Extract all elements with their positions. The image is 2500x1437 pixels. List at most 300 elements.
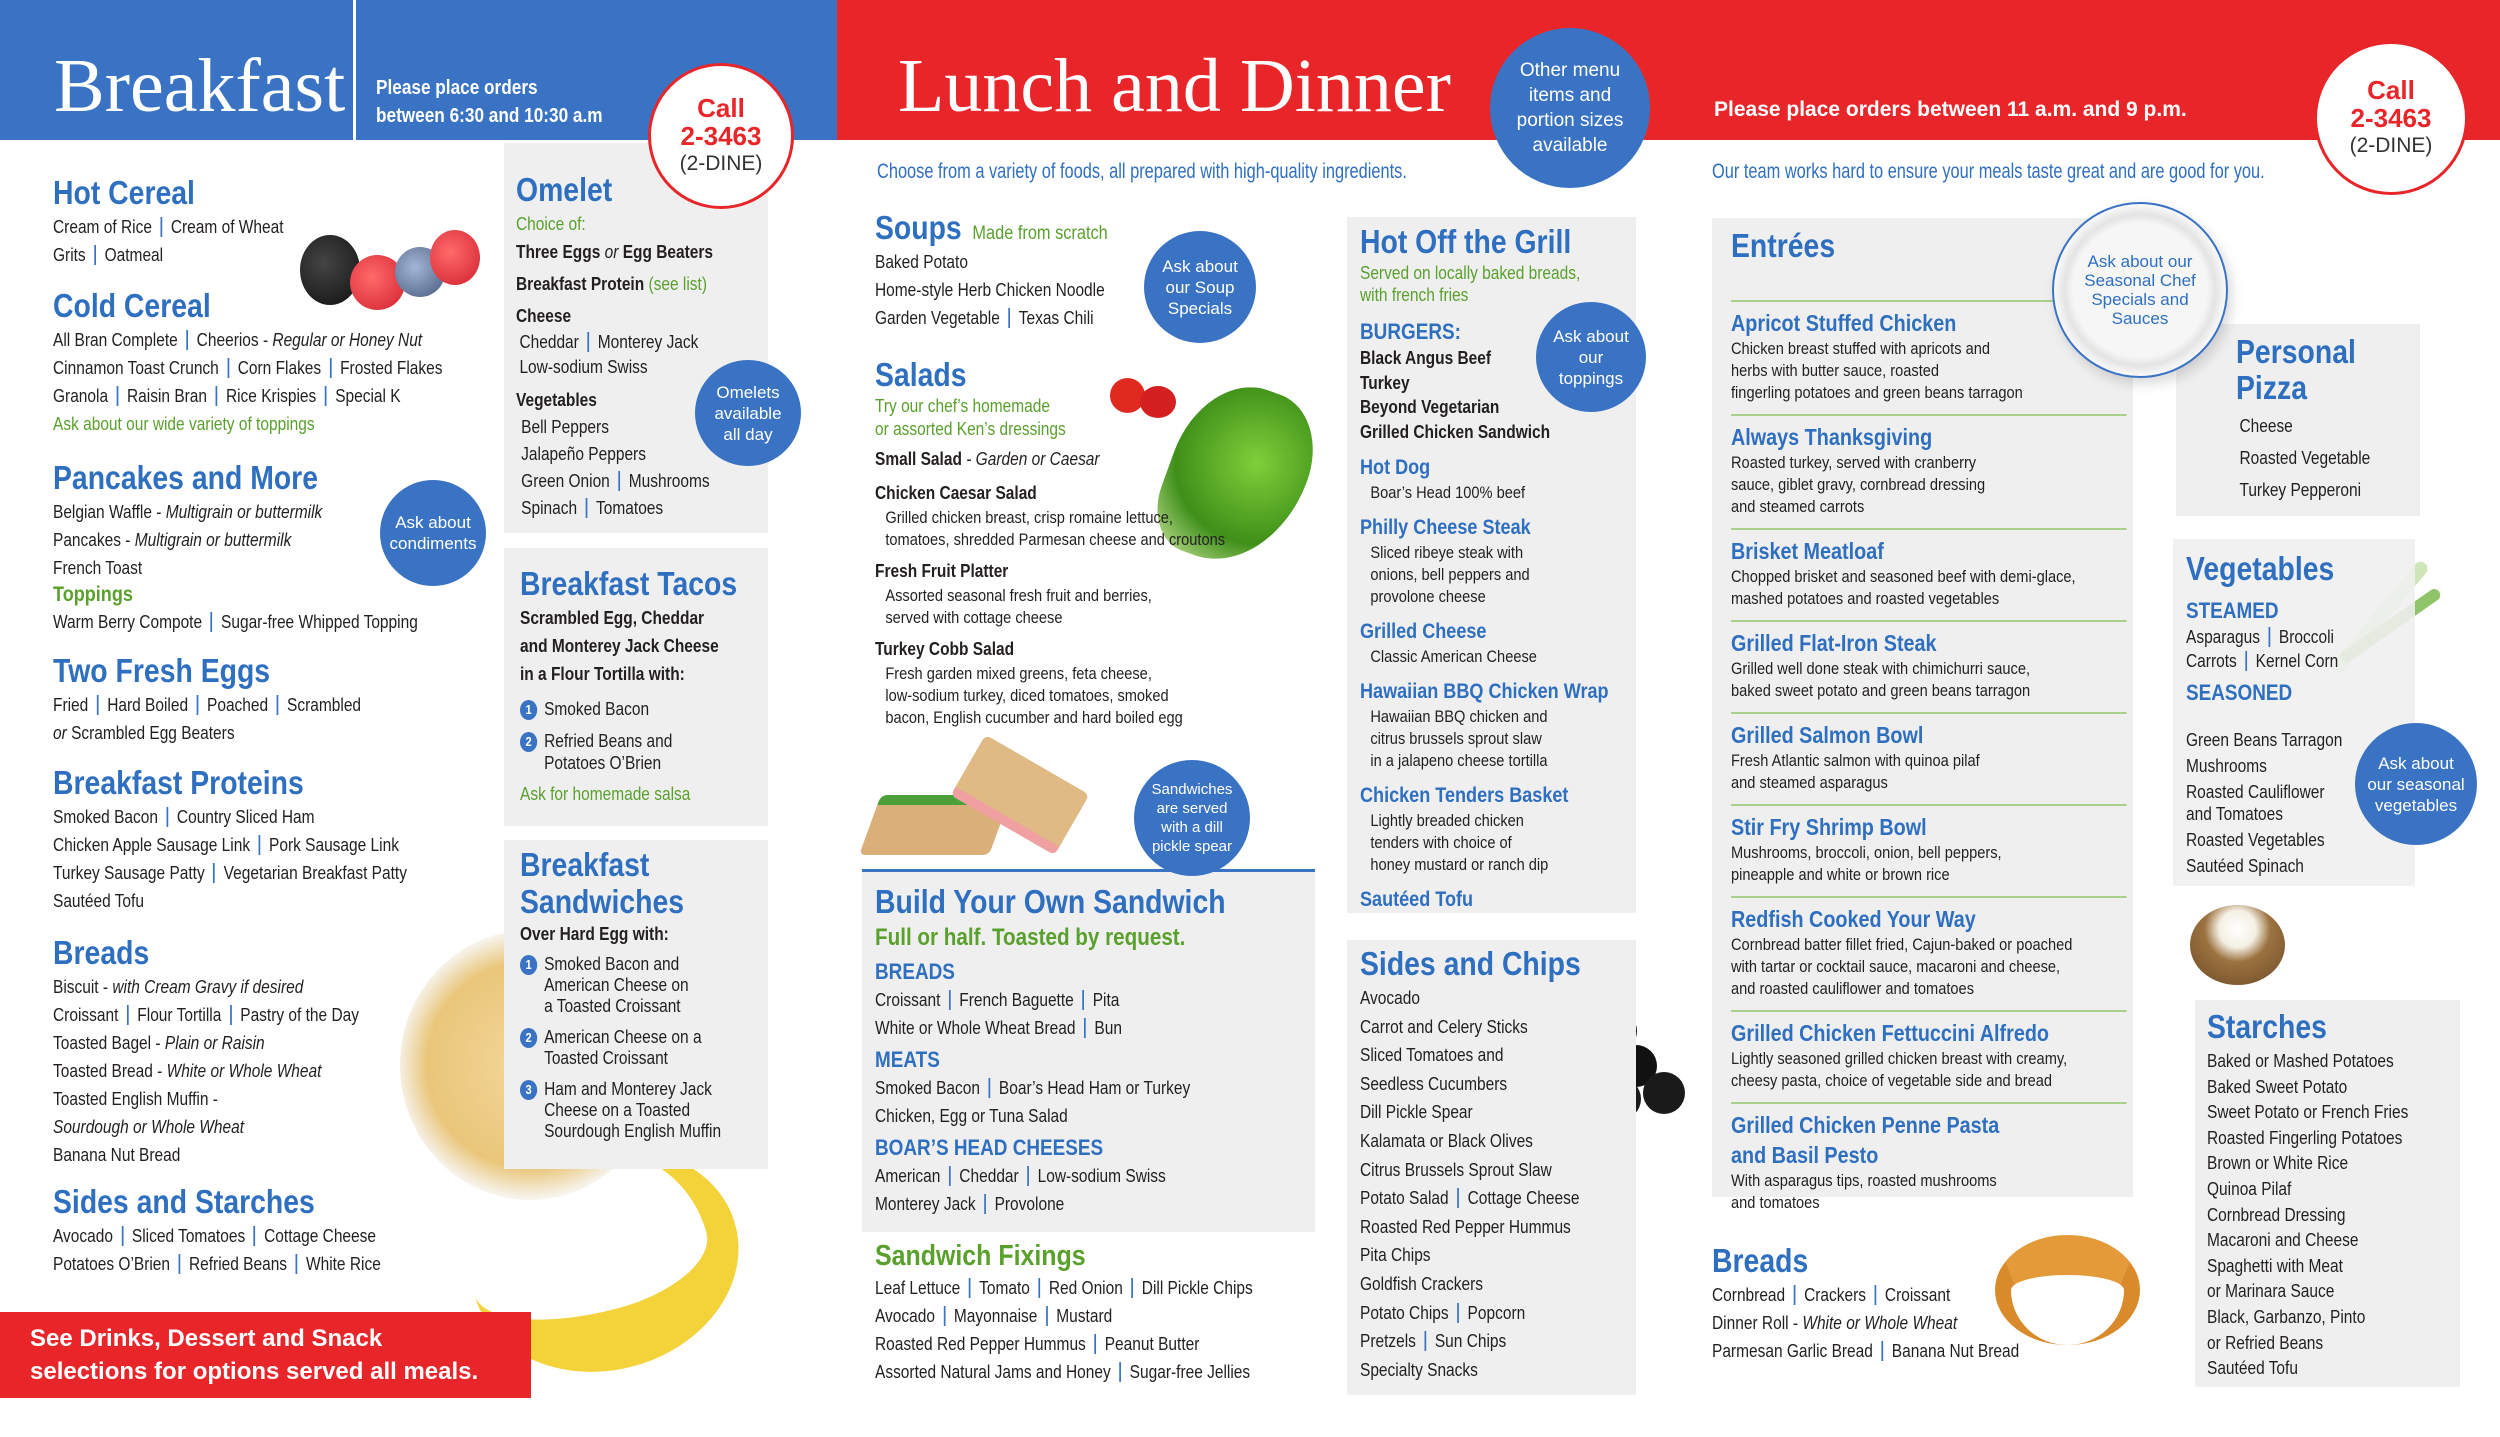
list-item: Sautéed Tofu	[2207, 1358, 2298, 1379]
menu-item: Croissant	[53, 1005, 119, 1025]
choice-label: Choice of:	[516, 214, 586, 234]
menu-row	[53, 1057, 535, 1085]
separator	[211, 612, 213, 632]
sandwich-option: 3 Ham and Monterey Jack Cheese on a Toasted Sourdough English Muffin	[520, 1079, 769, 1142]
item-list	[875, 986, 1322, 1042]
salad-item	[875, 557, 1253, 629]
section-starches	[2207, 1007, 2465, 1382]
footer-line: selections for options served all meals.	[30, 1358, 479, 1385]
menu-item: Kernel Corn	[2255, 651, 2339, 671]
grill-item	[1360, 678, 1644, 772]
item-note: with Cream Gravy if desired	[112, 977, 304, 997]
grill-item	[1360, 514, 1644, 608]
item-list	[53, 608, 535, 636]
separator	[1131, 1278, 1133, 1298]
header-divider	[353, 0, 356, 140]
separator	[330, 358, 332, 378]
section-sides-chips	[1360, 944, 1644, 1384]
section-heading: Salads	[875, 356, 967, 393]
section-entrees	[1731, 226, 2127, 1224]
menu-item: Fried	[53, 695, 89, 715]
separator	[1094, 1334, 1096, 1354]
item-description: tenders with choice of	[1370, 833, 1512, 852]
item-description: Lightly breaded chicken	[1370, 811, 1524, 830]
section-heading: Omelet	[516, 171, 613, 208]
separator	[259, 835, 261, 855]
order-note-line: between 6:30 and 10:30 a.m	[376, 105, 603, 127]
separator	[94, 245, 96, 265]
list-item: Sweet Potato or French Fries	[2207, 1102, 2409, 1123]
menu-row	[1712, 1281, 2073, 1309]
list-item: Black, Garbanzo, Pinto or Refried Beans	[2207, 1306, 2366, 1353]
item-description: provolone cheese	[1370, 587, 1486, 606]
menu-item: Country Sliced Ham	[176, 807, 315, 827]
menu-row	[521, 468, 765, 495]
menu-item	[53, 977, 303, 997]
separator	[969, 1278, 971, 1298]
tacos-description: Scrambled Egg, Cheddar and Monterey Jack Cheese in a Flour Tortilla with:	[520, 608, 719, 684]
entree-name: Always Thanksgiving	[1731, 424, 1933, 450]
menu-item: Banana Nut Bread	[1891, 1341, 2020, 1361]
entree-item	[1731, 712, 2127, 804]
item-list	[53, 326, 535, 410]
list-item: Spaghetti with Meat or Marinara Sauce	[2207, 1255, 2343, 1302]
menu-item: Home-style Herb Chicken Noodle	[875, 280, 1105, 300]
menu-row	[2186, 625, 2427, 649]
call-number[interactable]: 2-3463	[2350, 103, 2432, 133]
menu-item: Turkey Sausage Patty	[53, 863, 205, 883]
section-hot-cereal	[53, 173, 535, 269]
grill-item-name: Sautéed Tofu	[1360, 888, 1474, 911]
section-heading: Breads	[1712, 1242, 1809, 1279]
menu-row	[53, 241, 535, 269]
menu-item	[53, 1061, 321, 1081]
call-mnemonic: (2-DINE)	[2349, 134, 2433, 157]
menu-item	[1712, 1313, 1957, 1333]
breakfast-title: Breakfast	[54, 44, 346, 128]
item-description: citrus brussels sprout slaw	[1370, 729, 1542, 748]
section-lunch-breads	[1712, 1241, 2073, 1365]
section-heading: Sandwich Fixings	[875, 1240, 1086, 1272]
list-item: Brown or White Rice	[2207, 1153, 2349, 1174]
section-sandwich-fixings	[875, 1238, 1322, 1386]
item-list	[2186, 625, 2427, 673]
menu-row	[1360, 1327, 1644, 1356]
menu-row	[875, 986, 1322, 1014]
item-text: Pancakes -	[53, 530, 135, 550]
menu-item: Oatmeal	[104, 245, 164, 265]
entree-name: Stir Fry Shrimp Bowl	[1731, 814, 1927, 840]
item-text: Belgian Waffle -	[53, 502, 166, 522]
menu-item: Croissant	[875, 990, 941, 1010]
grill-item-name: Grilled Cheese	[1360, 620, 1487, 643]
separator	[230, 1005, 232, 1025]
menu-item: Asparagus	[2186, 627, 2261, 647]
menu-row	[53, 973, 535, 1001]
item-note: Regular or Honey Nut	[272, 330, 423, 350]
menu-item: Cheddar	[519, 332, 579, 352]
seasonal-vegetables-bubble: Ask about our seasonal vegetables	[2355, 723, 2477, 845]
breads-heading: BREADS	[875, 959, 955, 984]
meats-heading: MEATS	[875, 1047, 940, 1072]
soups-subtitle: Made from scratch	[972, 223, 1108, 244]
item-description: honey mustard or ranch dip	[1370, 855, 1549, 874]
item-description: With asparagus tips, roasted mushrooms	[1731, 1171, 1997, 1190]
call-label: Call	[2367, 75, 2415, 105]
separator	[127, 1005, 129, 1025]
section-breads	[53, 933, 535, 1169]
burgers-heading: BURGERS:	[1360, 319, 1461, 344]
menu-row	[53, 859, 535, 887]
item-text: Dinner Roll -	[1712, 1313, 1803, 1333]
separator	[1457, 1188, 1459, 1208]
separator	[1881, 1341, 1883, 1361]
menu-item: Roasted Red Pepper Hummus	[875, 1334, 1086, 1354]
menu-item: Tomatoes	[596, 498, 664, 518]
lunch-tagline-right: Our team works hard to ensure your meals taste great and are good for you.	[1712, 160, 2265, 183]
menu-item: Potato Salad	[1360, 1188, 1449, 1209]
item-note: White or Whole Wheat	[166, 1061, 322, 1081]
separator	[296, 1254, 298, 1274]
item-description: Chopped brisket and seasoned beef with demi-glace,	[1731, 567, 2076, 586]
menu-item: Boar’s Head Ham or Turkey	[998, 1078, 1191, 1098]
menu-row	[1360, 1241, 1644, 1270]
entree-item	[1731, 804, 2127, 896]
item-description: Boar’s Head 100% beef	[1370, 483, 1526, 502]
egg-option: Egg Beaters	[622, 242, 714, 262]
separator	[117, 386, 119, 406]
item-description: low-sodium turkey, diced tomatoes, smoked	[885, 686, 1169, 705]
list-item: Quinoa Pilaf	[2207, 1178, 2292, 1199]
grill-list	[1360, 454, 1644, 914]
menu-item: Garden Vegetable	[875, 308, 1000, 328]
menu-item: Poached	[207, 695, 269, 715]
menu-item: French Toast	[53, 558, 143, 578]
separator	[186, 330, 188, 350]
section-cold-cereal	[53, 286, 535, 438]
lunch-order-note: Please place orders between 11 a.m. and 9 p.m.	[1714, 98, 2187, 121]
menu-row	[53, 382, 535, 410]
list-item: Macaroni and Cheese	[2207, 1230, 2359, 1251]
section-heading: Breads	[53, 934, 150, 971]
menu-item: Popcorn	[1467, 1302, 1526, 1323]
menu-item: Monterey Jack	[875, 1194, 976, 1214]
section-heading: Build Your Own Sandwich	[875, 883, 1226, 920]
separator	[197, 695, 199, 715]
sandwich-intro: Over Hard Egg with:	[520, 924, 669, 944]
menu-item: Chicken Apple Sausage Link	[53, 835, 251, 855]
separator	[1039, 1278, 1041, 1298]
item-description: Grilled well done steak with chimichurri sauce,	[1731, 659, 2031, 678]
separator	[1084, 1018, 1086, 1038]
breakfast-call-badge	[648, 63, 794, 209]
separator	[213, 863, 215, 883]
item-description: and roasted cauliflower and tomatoes	[1731, 979, 1975, 998]
grill-item-name: Chicken Tenders Basket	[1360, 784, 1569, 807]
burger-item: Beyond Vegetarian	[1360, 397, 1500, 417]
vegetable-item: Mushrooms	[2186, 756, 2267, 776]
cheeses-heading: BOAR’S HEAD CHEESES	[875, 1135, 1104, 1160]
call-label: Call	[697, 93, 745, 123]
entree-item	[1731, 620, 2127, 712]
separator	[949, 1166, 951, 1186]
entree-item	[1731, 896, 2127, 1010]
grill-item	[1360, 782, 1644, 876]
menu-item: Croissant	[1884, 1285, 1951, 1305]
menu-item: Provolone	[994, 1194, 1065, 1214]
menu-item: Assorted Natural Jams and Honey	[875, 1362, 1111, 1382]
call-number[interactable]: 2-3463	[680, 121, 762, 151]
list-item: Baked Sweet Potato	[2207, 1076, 2348, 1097]
condiments-bubble: Ask about condiments	[380, 480, 486, 586]
menu-item: Seedless Cucumbers	[1360, 1073, 1508, 1094]
burger-item: Black Angus Beef	[1360, 348, 1492, 368]
list-item: Baked or Mashed Potatoes	[2207, 1051, 2394, 1071]
grill-item	[1360, 886, 1644, 914]
toppings-bubble: Ask about our toppings	[1536, 302, 1646, 412]
section-salads	[875, 355, 1253, 729]
item-description: mashed potatoes and roasted vegetables	[1731, 589, 2000, 608]
menu-row	[2186, 649, 2427, 673]
menu-item: Hard Boiled	[107, 695, 189, 715]
menu-item: Specialty Snacks	[1360, 1359, 1478, 1380]
menu-item: Sugar-free Whipped Topping	[221, 612, 418, 632]
menu-item: Pita	[1092, 990, 1120, 1010]
menu-row	[1360, 984, 1644, 1013]
menu-row	[53, 354, 535, 382]
section-heading: Sides and Starches	[53, 1183, 315, 1220]
menu-item: Avocado	[53, 1226, 113, 1246]
vegetable-item: Green Beans Tarragon	[2186, 730, 2343, 750]
entree-name: Grilled Flat-Iron Steak	[1731, 630, 1937, 656]
menu-row	[875, 1014, 1322, 1042]
item-description: Fresh garden mixed greens, feta cheese,	[885, 664, 1152, 683]
menu-row	[875, 1302, 1322, 1330]
menu-row	[53, 887, 535, 915]
menu-item	[197, 330, 422, 350]
menu-row	[875, 1330, 1322, 1358]
menu-row	[53, 1001, 535, 1029]
menu-item: Toasted English Muffin -	[53, 1089, 218, 1109]
salsa-note: Ask for homemade salsa	[520, 784, 691, 804]
menu-row	[53, 719, 535, 747]
menu-item	[53, 1117, 244, 1137]
separator	[1875, 1285, 1877, 1305]
item-description: Chicken breast stuffed with apricots and	[1731, 339, 1990, 358]
menu-row	[1360, 1098, 1644, 1127]
separator	[179, 1254, 181, 1274]
soup-specials-bubble: Ask about our Soup Specials	[1144, 231, 1256, 343]
menu-row	[53, 1029, 535, 1057]
section-heading: Hot Off the Grill	[1360, 223, 1572, 260]
menu-row	[1360, 1213, 1644, 1242]
pizza-list	[2236, 410, 2425, 506]
item-description: bacon, English cucumber and hard boiled egg	[885, 708, 1183, 727]
entree-item	[1731, 1102, 2127, 1224]
separator	[254, 1226, 256, 1246]
menu-item: Monterey Jack	[597, 332, 699, 352]
sandwich-option: 1 Smoked Bacon and American Cheese on a Toasted Croissant	[520, 954, 769, 1017]
menu-item: Goldfish Crackers	[1360, 1273, 1484, 1294]
item-description: Lightly seasoned grilled chicken breast with creamy,	[1731, 1049, 2068, 1068]
burger-item: Grilled Chicken Sandwich	[1360, 421, 1551, 442]
item-text: Toasted Bagel -	[53, 1033, 165, 1053]
separator	[949, 990, 951, 1010]
menu-item: Mustard	[1056, 1306, 1113, 1326]
section-heading: Soups	[875, 209, 962, 246]
section-omelet	[516, 170, 765, 522]
item-description: fingerling potatoes and green beans tarragon	[1731, 383, 2023, 402]
item-text: Toasted Bread -	[53, 1061, 167, 1081]
menu-item: Tomato	[979, 1278, 1030, 1298]
menu-item: Sliced Tomatoes and	[1360, 1045, 1504, 1066]
menu-item: Pretzels	[1360, 1331, 1416, 1352]
item-description: and steamed asparagus	[1731, 773, 1888, 792]
menu-item: Special K	[335, 386, 401, 406]
item-description: and steamed carrots	[1731, 497, 1865, 516]
menu-row	[1712, 1337, 2073, 1365]
salads-subtitle: Try our chef’s homemade or assorted Ken’s dressings	[875, 396, 1066, 439]
menu-item: Carrot and Celery Sticks	[1360, 1016, 1528, 1037]
separator	[1794, 1285, 1796, 1305]
menu-item: Grits	[53, 245, 86, 265]
protein-label: Breakfast Protein	[516, 274, 645, 294]
other-items-bubble: Other menu items and portion sizes available	[1490, 28, 1650, 188]
separator	[587, 332, 589, 352]
item-text: Scrambled Egg Beaters	[66, 723, 235, 743]
menu-row	[1712, 1309, 2073, 1337]
item-list	[53, 803, 535, 915]
item-list	[53, 973, 535, 1169]
menu-item: Cheddar	[959, 1166, 1019, 1186]
menu-item	[53, 1033, 265, 1053]
vegetables-heading: Vegetables	[516, 390, 597, 410]
separator	[2269, 627, 2271, 647]
separator	[325, 386, 327, 406]
item-list	[1712, 1281, 2073, 1365]
entree-name: Grilled Chicken Fettuccini Alfredo	[1731, 1020, 2049, 1046]
entree-name: Redfish Cooked Your Way	[1731, 906, 1976, 932]
menu-item: Sun Chips	[1434, 1331, 1507, 1352]
section-heading: Two Fresh Eggs	[53, 652, 271, 689]
item-description: onions, bell peppers and	[1370, 565, 1530, 584]
item-description: served with cottage cheese	[885, 608, 1063, 627]
menu-item: Bell Peppers	[521, 417, 609, 437]
toppings-note: Ask about our wide variety of toppings	[53, 414, 315, 434]
call-mnemonic: (2-DINE)	[679, 152, 763, 175]
separator	[227, 358, 229, 378]
menu-item: Pastry of the Day	[240, 1005, 359, 1025]
item-description: baked sweet potato and green beans tarragon	[1731, 681, 2031, 700]
menu-item: French Baguette	[959, 990, 1074, 1010]
menu-item: Granola	[53, 386, 109, 406]
menu-item: Peanut Butter	[1104, 1334, 1200, 1354]
menu-item: Leaf Lettuce	[875, 1278, 961, 1298]
vegetable-item: Roasted Vegetables	[2186, 830, 2325, 850]
grill-item-name: Hawaiian BBQ Chicken Wrap	[1360, 680, 1609, 703]
menu-row	[875, 1358, 1322, 1386]
menu-row	[875, 1162, 1322, 1190]
item-description: Cornbread batter fillet fried, Cajun-baked or poached	[1731, 935, 2073, 954]
entree-item	[1731, 1010, 2127, 1102]
separator	[1046, 1306, 1048, 1326]
menu-item	[53, 723, 235, 743]
item-note: Multigrain or buttermilk	[134, 530, 292, 550]
menu-item: Frosted Flakes	[340, 358, 443, 378]
menu-item	[53, 502, 322, 522]
menu-row	[53, 691, 535, 719]
menu-row	[1360, 1299, 1644, 1328]
separator	[277, 695, 279, 715]
menu-item: Crackers	[1804, 1285, 1867, 1305]
menu-item: Smoked Bacon	[875, 1078, 980, 1098]
menu-item: Low-sodium Swiss	[519, 357, 648, 377]
pizza-item: Turkey Pepperoni	[2239, 480, 2362, 500]
separator	[984, 1194, 986, 1214]
entree-name: Apricot Stuffed Chicken	[1731, 310, 1957, 336]
section-heading: Personal Pizza	[2236, 333, 2356, 406]
seasonal-specials-plate: Ask about our Seasonal Chef Specials and Sauces	[2052, 202, 2228, 378]
salad-name: Turkey Cobb Salad	[875, 639, 1015, 659]
menu-item: Spinach	[521, 498, 578, 518]
omelets-all-day-bubble: Omelets available all day	[695, 360, 801, 466]
menu-row	[1360, 1270, 1644, 1299]
menu-row	[519, 330, 765, 355]
menu-row	[1360, 1070, 1644, 1099]
item-description: tomatoes, shredded Parmesan cheese and croutons	[885, 530, 1226, 549]
item-description: sauce, giblet gravy, cornbread dressing	[1731, 475, 1986, 494]
separator	[122, 1226, 124, 1246]
or-label: or	[604, 242, 619, 262]
menu-item: Mushrooms	[628, 471, 710, 491]
menu-item: Chicken, Egg or Tuna Salad	[875, 1106, 1068, 1126]
separator	[1082, 990, 1084, 1010]
menu-item: Refried Beans	[188, 1254, 288, 1274]
menu-item: Baked Potato	[875, 252, 968, 272]
item-note: White or Whole Wheat	[1802, 1313, 1958, 1333]
menu-row	[875, 1274, 1322, 1302]
menu-item: Sugar-free Jellies	[1129, 1362, 1251, 1382]
item-note: Multigrain or buttermilk	[165, 502, 323, 522]
menu-row	[53, 1141, 535, 1169]
grill-subtitle: Served on locally baked breads, with french fries	[1360, 263, 1581, 305]
menu-item: Avocado	[875, 1306, 935, 1326]
item-description: in a jalapeno cheese tortilla	[1370, 751, 1548, 770]
menu-item: Parmesan Garlic Bread	[1712, 1341, 1873, 1361]
menu-item: Warm Berry Compote	[53, 612, 203, 632]
salad-item	[875, 635, 1253, 729]
taco-option: 1 Smoked Bacon	[520, 698, 769, 720]
build-subtitle: Full or half. Toasted by request.	[875, 924, 1186, 951]
footer-line: See Drinks, Dessert and Snack	[30, 1325, 383, 1352]
entree-name: Grilled Salmon Bowl	[1731, 722, 1924, 748]
menu-item: Potatoes O’Brien	[53, 1254, 171, 1274]
cheese-heading: Cheese	[516, 306, 572, 326]
section-heading: Breakfast Tacos	[520, 565, 738, 602]
grill-item-name: Philly Cheese Steak	[1360, 516, 1531, 539]
taco-option: 2 Refried Beans and Potatoes O’Brien	[520, 730, 769, 774]
menu-item: Rice Krispies	[225, 386, 317, 406]
menu-row	[1360, 1156, 1644, 1185]
item-text: Cheerios -	[196, 330, 273, 350]
item-list	[53, 1222, 535, 1278]
menu-item: Texas Chili	[1018, 308, 1094, 328]
separator	[618, 471, 620, 491]
lunch-tagline: Choose from a variety of foods, all prepared with high-quality ingredients.	[877, 160, 1407, 183]
vegetable-item: Roasted Cauliflower and Tomatoes	[2186, 782, 2325, 824]
item-description: Assorted seasonal fresh fruit and berries,	[885, 586, 1152, 605]
item-description: Mushrooms, broccoli, onion, bell peppers,	[1731, 843, 2002, 862]
